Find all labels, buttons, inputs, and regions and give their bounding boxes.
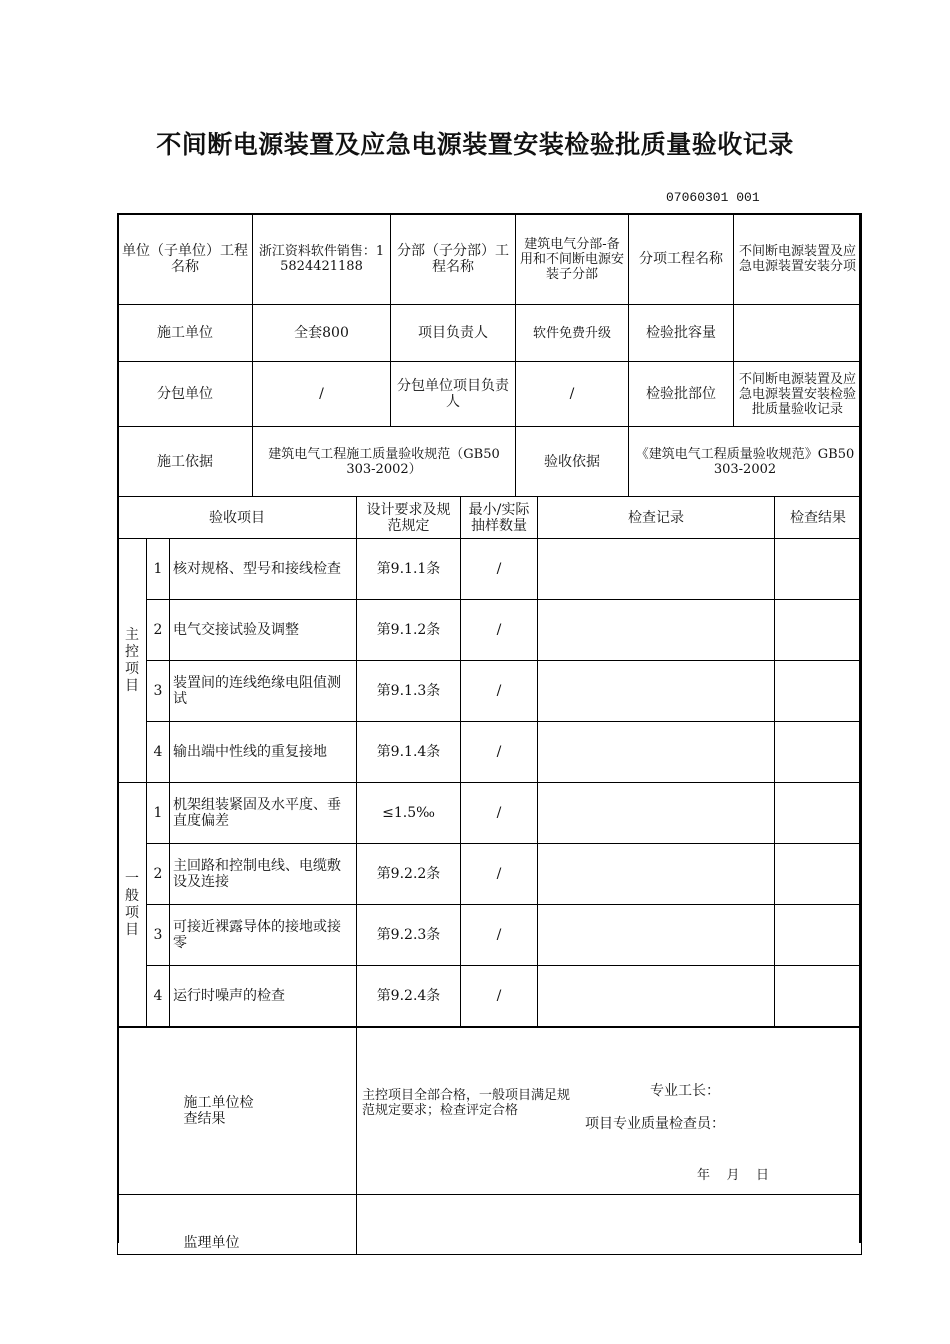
batch-capacity-label: 检验批容量: [629, 305, 734, 362]
table-row: [118, 661, 862, 722]
batch-part-value: 不间断电源装置及应急电源装置安装检验批质量验收记录: [734, 362, 862, 427]
item-sample: /: [461, 905, 538, 966]
item-number: 1: [147, 783, 170, 844]
table-row: [118, 905, 862, 966]
table-row: [118, 966, 862, 1027]
item-name: 可接近裸露导体的接地或接零: [170, 905, 357, 966]
item-sample: /: [461, 661, 538, 722]
construction-result-cell: [357, 1028, 862, 1195]
division-value: 建筑电气分部-备用和不间断电源安装子分部: [516, 214, 629, 305]
general-group-label: 一般项目: [118, 783, 147, 1027]
item-result: [775, 966, 862, 1027]
construction-result-text: 主控项目全部合格，一般项目满足规范规定要求；检查评定合格: [362, 1088, 571, 1118]
item-record: [538, 966, 775, 1027]
item-sample: /: [461, 844, 538, 905]
acceptance-basis-value: 《建筑电气工程质量验收规范》GB50303-2002: [629, 427, 862, 497]
page-title: 不间断电源装置及应急电源装置安装检验批质量验收记录: [156, 130, 794, 159]
item-result: [775, 722, 862, 783]
subitem-label: 分项工程名称: [629, 214, 734, 305]
item-record: [538, 539, 775, 600]
item-result: [775, 661, 862, 722]
conclusion-table: [117, 1027, 862, 1255]
main-group-label: 主控项目: [118, 539, 147, 783]
item-sample: /: [461, 966, 538, 1027]
item-name: 运行时噪声的检查: [170, 966, 357, 1027]
construction-result-label: 施工单位检查结果: [118, 1028, 357, 1195]
batch-capacity-value: [734, 305, 862, 362]
item-name: 主回路和控制电线、电缆敷设及连接: [170, 844, 357, 905]
item-requirement: 第9.1.3条: [357, 661, 461, 722]
item-record: [538, 722, 775, 783]
item-number: 2: [147, 844, 170, 905]
item-requirement: 第9.2.2条: [357, 844, 461, 905]
construction-unit-value: 全套800: [253, 305, 391, 362]
item-name: 核对规格、型号和接线检查: [170, 539, 357, 600]
item-name: 输出端中性线的重复接地: [170, 722, 357, 783]
supervisor-label: 监理单位: [118, 1195, 357, 1255]
item-number: 1: [147, 539, 170, 600]
sub-manager-label: 分包单位项目负责人: [391, 362, 516, 427]
item-requirement: 第9.2.4条: [357, 966, 461, 1027]
subitem-value: 不间断电源装置及应急电源装置安装分项: [734, 214, 862, 305]
subcontractor-label: 分包单位: [118, 362, 253, 427]
item-name: 装置间的连线绝缘电阻值测试: [170, 661, 357, 722]
date-label: 年 月 日: [697, 1168, 770, 1183]
item-number: 4: [147, 722, 170, 783]
document-number: 07060301 001: [666, 190, 760, 205]
item-name: 机架组装紧固及水平度、垂直度偏差: [170, 783, 357, 844]
construction-unit-label: 施工单位: [118, 305, 253, 362]
item-requirement: 第9.1.4条: [357, 722, 461, 783]
item-result: [775, 844, 862, 905]
item-requirement: 第9.1.1条: [357, 539, 461, 600]
basis-value: 建筑电气工程施工质量验收规范（GB50303-2002）: [253, 427, 516, 497]
col-header-record: 检查记录: [538, 497, 775, 539]
foreman-label: 专业工长：: [650, 1083, 720, 1099]
item-sample: /: [461, 600, 538, 661]
table-row: [118, 722, 862, 783]
item-record: [538, 783, 775, 844]
col-header-sample: 最小/实际抽样数量: [461, 497, 538, 539]
item-sample: /: [461, 783, 538, 844]
subcontractor-value: /: [253, 362, 391, 427]
item-number: 2: [147, 600, 170, 661]
division-label: 分部（子分部）工程名称: [391, 214, 516, 305]
table-row: [118, 539, 862, 600]
item-number: 4: [147, 966, 170, 1027]
supervisor-cell: [357, 1195, 862, 1255]
item-record: [538, 905, 775, 966]
col-header-item: 验收项目: [118, 497, 357, 539]
item-result: [775, 600, 862, 661]
project-manager-label: 项目负责人: [391, 305, 516, 362]
header-table: [117, 213, 862, 497]
item-requirement: 第9.2.3条: [357, 905, 461, 966]
basis-label: 施工依据: [118, 427, 253, 497]
item-number: 3: [147, 661, 170, 722]
project-manager-value: 软件免费升级: [516, 305, 629, 362]
acceptance-basis-label: 验收依据: [516, 427, 629, 497]
table-row: [118, 783, 862, 844]
table-row: [118, 844, 862, 905]
col-header-requirement: 设计要求及规范规定: [357, 497, 461, 539]
table-row: [118, 600, 862, 661]
item-name: 电气交接试验及调整: [170, 600, 357, 661]
item-record: [538, 661, 775, 722]
item-result: [775, 783, 862, 844]
unit-value: 浙江资料软件销售：15824421188: [253, 214, 391, 305]
inspector-label: 项目专业质量检查员：: [585, 1116, 725, 1132]
col-header-result: 检查结果: [775, 497, 862, 539]
item-record: [538, 844, 775, 905]
batch-part-label: 检验批部位: [629, 362, 734, 427]
item-requirement: 第9.1.2条: [357, 600, 461, 661]
item-sample: /: [461, 539, 538, 600]
item-requirement: ≤1.5‰: [357, 783, 461, 844]
item-result: [775, 905, 862, 966]
item-number: 3: [147, 905, 170, 966]
items-table: [117, 496, 862, 1027]
unit-label: 单位（子单位）工程名称: [118, 214, 253, 305]
item-result: [775, 539, 862, 600]
sub-manager-value: /: [516, 362, 629, 427]
item-record: [538, 600, 775, 661]
item-sample: /: [461, 722, 538, 783]
